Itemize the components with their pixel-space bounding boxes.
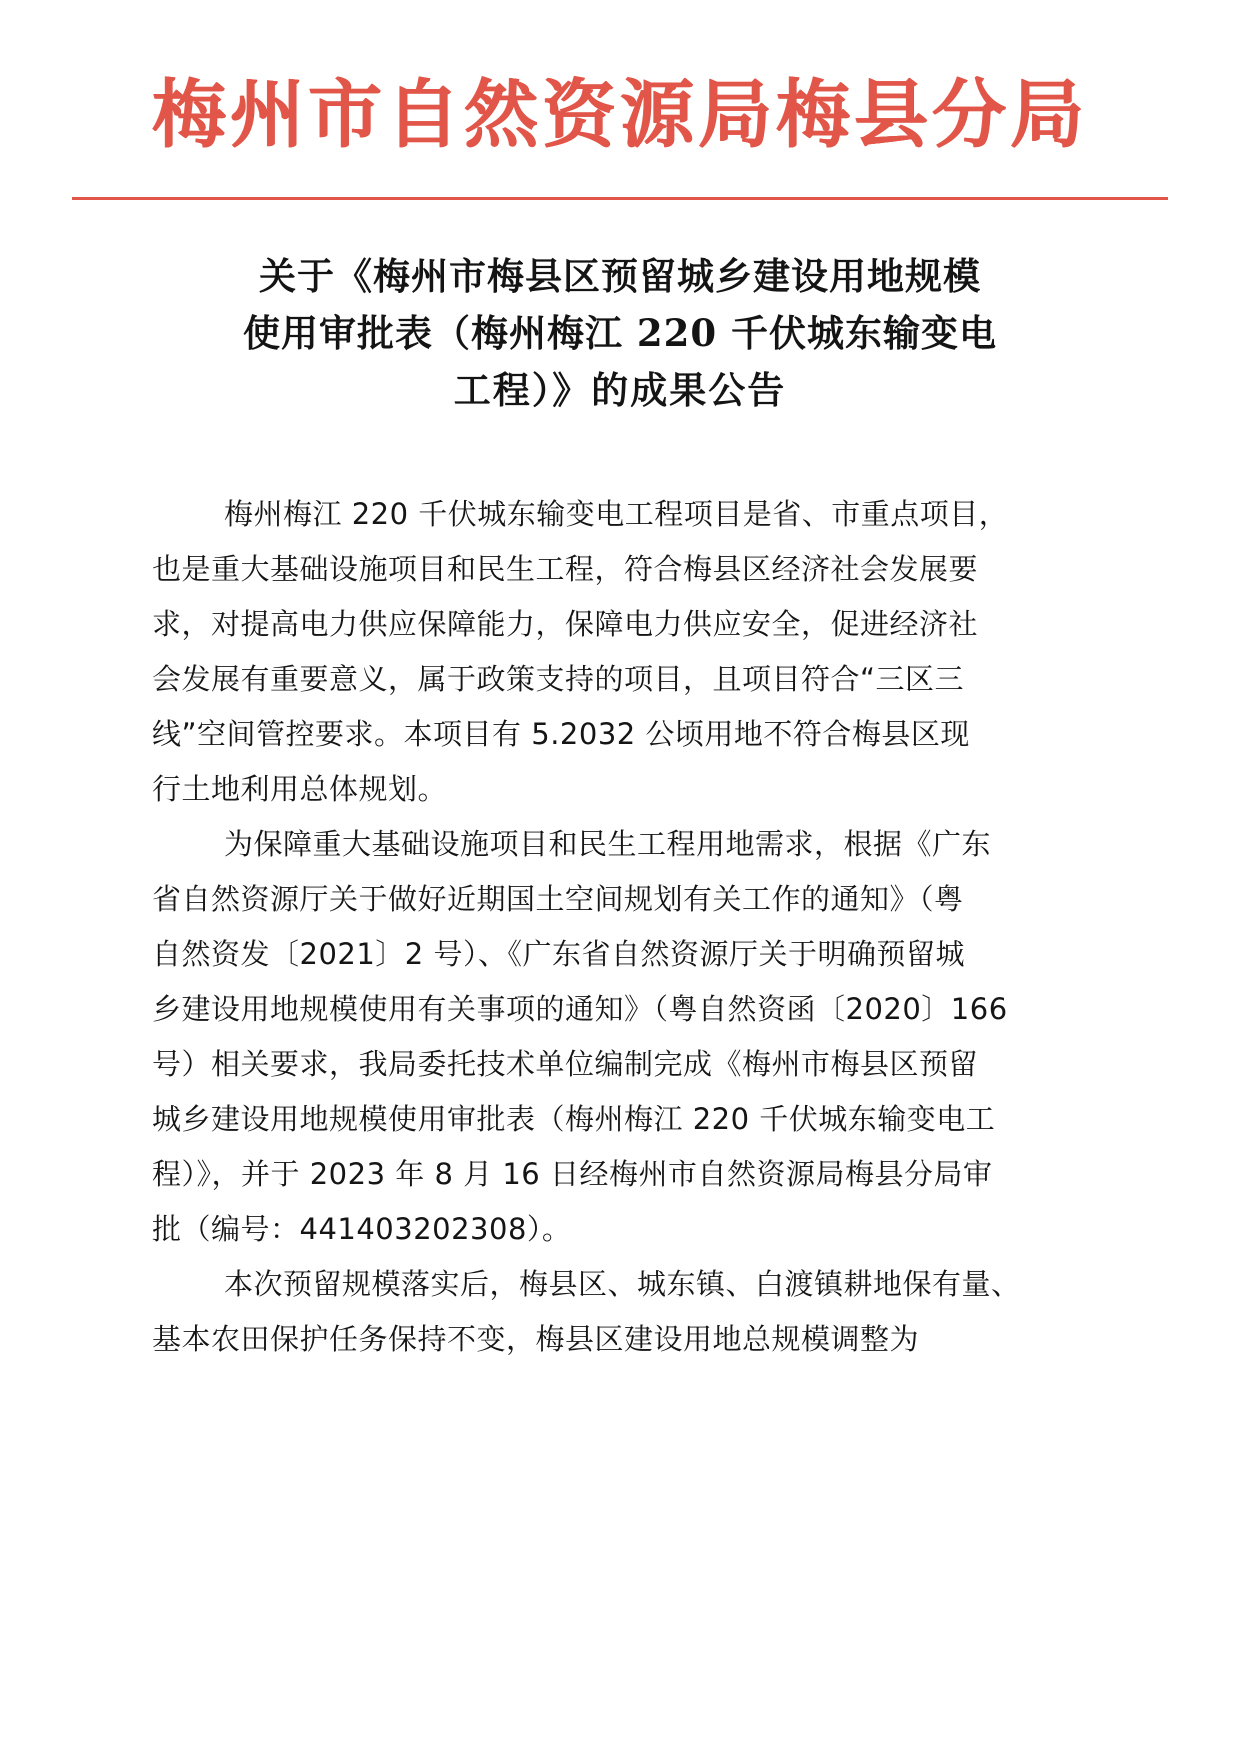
body-line: 基本农田保护任务保持不变，梅县区建设用地总规模调整为 (152, 1322, 920, 1356)
document-body (152, 487, 1092, 1367)
body-line: 行土地利用总体规划。 (152, 772, 448, 806)
document-title-line-3: 工程）》的成果公告 (453, 368, 787, 412)
document-title-line-1: 关于《梅州市梅县区预留城乡建设用地规模 (259, 254, 981, 298)
issuing-authority-heading: 梅州市自然资源局梅县分局 (152, 72, 1088, 158)
document-title-line-2: 使用审批表（梅州梅江 220 千伏城东输变电 (243, 311, 997, 355)
body-line: 城乡建设用地规模使用审批表（梅州梅江 220 千伏城东输变电工 (152, 1102, 996, 1136)
body-line: 也是重大基础设施项目和民生工程，符合梅县区经济社会发展要 (152, 552, 979, 586)
body-paragraph-3 (152, 1257, 1092, 1367)
body-line: 乡建设用地规模使用有关事项的通知》（粤自然资函〔2020〕166 (152, 992, 1008, 1026)
body-line: 线”空间管控要求。本项目有 5.2032 公顷用地不符合梅县区现 (152, 717, 970, 751)
body-paragraph-1 (152, 487, 1092, 817)
masthead-divider-rule (72, 197, 1168, 200)
body-line: 为保障重大基础设施项目和民生工程用地需求，根据《广东 (224, 827, 992, 861)
masthead (0, 72, 1240, 158)
body-paragraph-2 (152, 817, 1092, 1257)
body-line: 会发展有重要意义，属于政策支持的项目，且项目符合“三区三 (152, 662, 965, 696)
body-line: 省自然资源厅关于做好近期国土空间规划有关工作的通知》（粤 (152, 882, 964, 916)
body-line: 本次预留规模落实后，梅县区、城东镇、白渡镇耕地保有量、 (224, 1267, 1021, 1301)
body-line: 梅州梅江 220 千伏城东输变电工程项目是省、市重点项目， (224, 497, 1009, 531)
body-line: 程）》，并于 2023 年 8 月 16 日经梅州市自然资源局梅县分局审 (152, 1157, 993, 1191)
document-title (170, 248, 1070, 419)
body-line: 批（编号：441403202308）。 (152, 1212, 572, 1246)
body-line: 求，对提高电力供应保障能力，保障电力供应安全，促进经济社 (152, 607, 979, 641)
body-line: 号）相关要求，我局委托技术单位编制完成《梅州市梅县区预留 (152, 1047, 979, 1081)
body-line: 自然资发〔2021〕2 号）、《广东省自然资源厅关于明确预留城 (152, 937, 965, 971)
